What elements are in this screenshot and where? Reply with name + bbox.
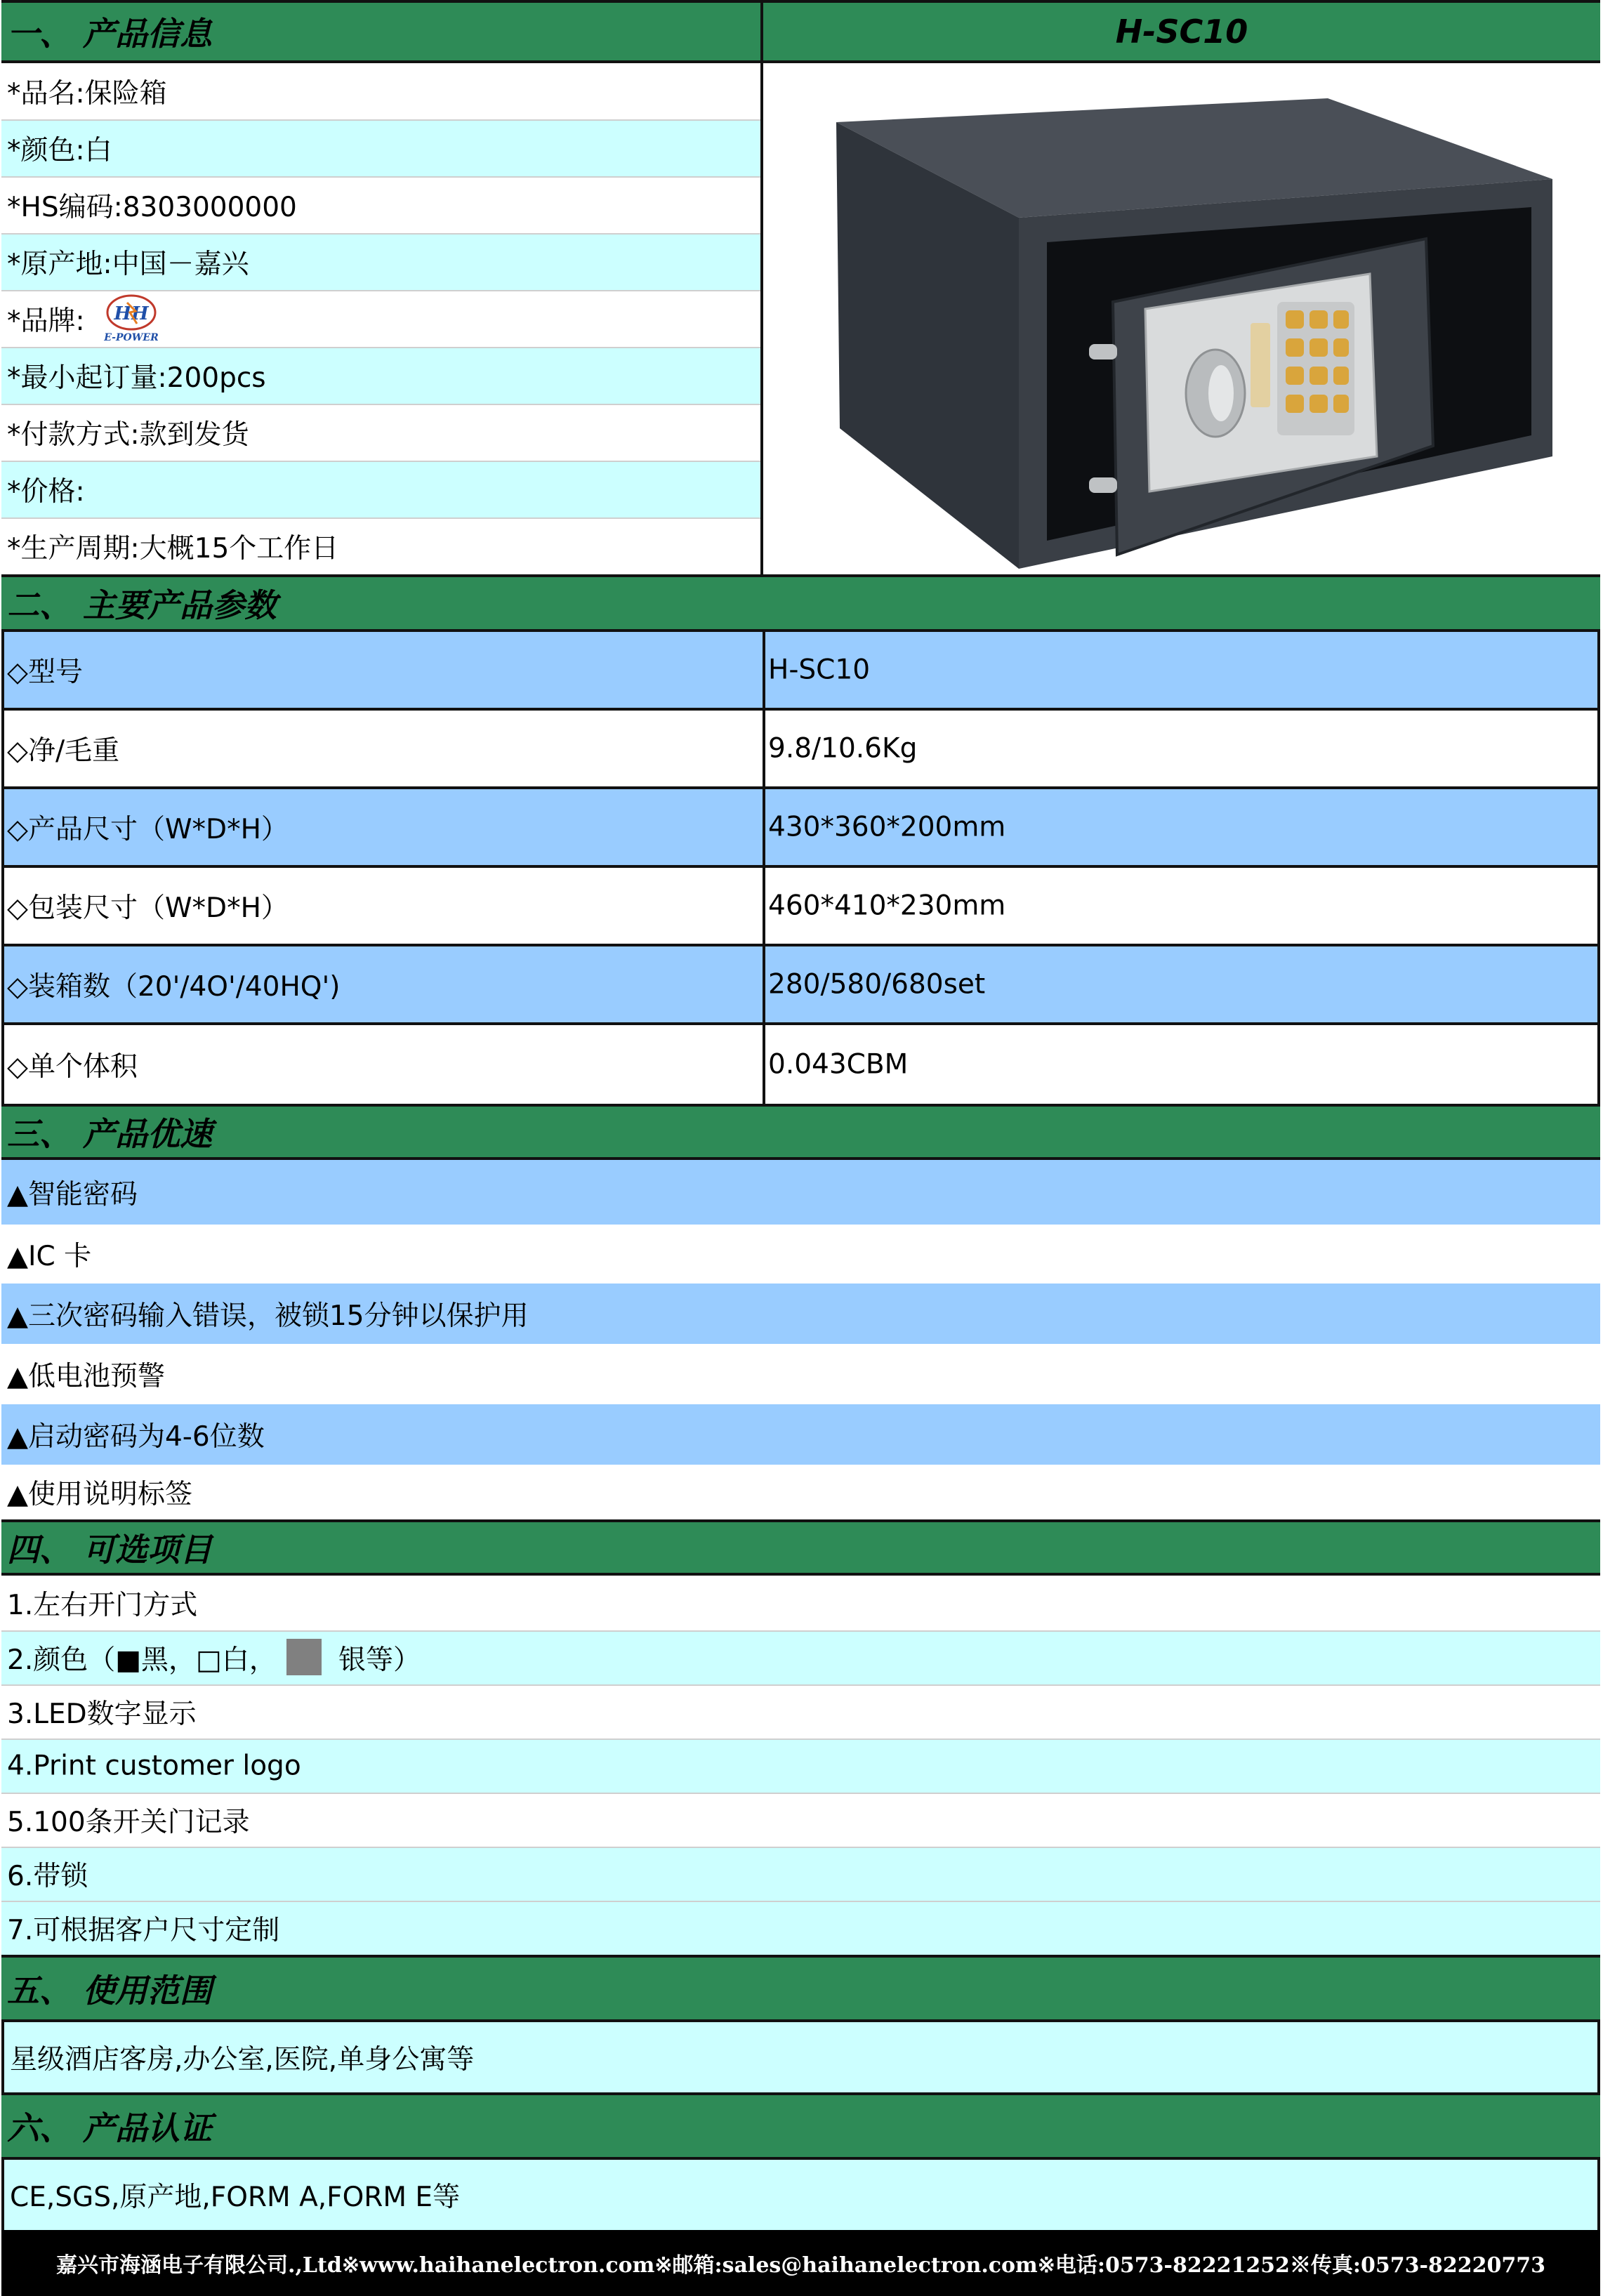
- info-row-text: *生产周期:大概15个工作日: [7, 532, 339, 565]
- footer-text: 嘉兴市海涵电子有限公司.,Ltd※www.haihanelectron.com※邮箱:sales@haihanelectron.com※电话:0573-82221252※传真:0573-82220773: [56, 2253, 1545, 2278]
- option-item: [1, 1576, 1600, 1630]
- param-row: [1, 946, 1600, 1025]
- option-item: [1, 1739, 1600, 1793]
- info-row-text: *付款方式:款到发货: [7, 418, 249, 451]
- section-header-advantages: [1, 1104, 1600, 1160]
- advantage-text: ▲智能密码: [7, 1179, 138, 1210]
- info-row: [1, 233, 763, 290]
- option-item: [1, 1847, 1600, 1901]
- scope-row: [1, 2022, 1600, 2092]
- param-label: ◇型号: [7, 657, 83, 688]
- advantage-item: [1, 1284, 1600, 1344]
- section-header-options: [1, 1519, 1600, 1576]
- footer-bar: [1, 2230, 1600, 2296]
- advantage-text: ▲低电池预警: [7, 1361, 165, 1392]
- advantage-text: ▲三次密码输入错误，被锁15分钟以保护用: [7, 1300, 529, 1332]
- option-item: [1, 1684, 1600, 1739]
- product-image: [766, 63, 1600, 574]
- model-header-cell: [760, 3, 1600, 60]
- section-title-params: 二、 主要产品参数: [7, 586, 277, 624]
- option-color-suffix: 银等）: [338, 1644, 421, 1676]
- option-text: 1.左右开门方式: [7, 1590, 198, 1621]
- param-value: 9.8/10.6Kg: [768, 732, 918, 765]
- param-row: [1, 868, 1600, 946]
- info-row: [1, 290, 763, 347]
- info-row-text: *最小起订量:200pcs: [7, 362, 266, 394]
- param-row: [1, 1025, 1600, 1104]
- option-text: 4.Print customer logo: [7, 1750, 301, 1781]
- svg-text:E-POWER: E-POWER: [104, 332, 159, 343]
- advantage-item: [1, 1344, 1600, 1404]
- param-row: [1, 789, 1600, 868]
- info-row-text: *品名:保险箱: [7, 78, 167, 110]
- safe-illustration-icon: [766, 63, 1600, 574]
- option-text: 6.带锁: [7, 1860, 88, 1892]
- option-text: 7.可根据客户尺寸定制: [7, 1914, 280, 1946]
- param-label: ◇单个体积: [7, 1051, 138, 1083]
- section-title-scope: 五、 使用范围: [7, 1972, 213, 2010]
- section-header-cert: [1, 2092, 1600, 2160]
- advantage-item: [1, 1160, 1600, 1225]
- cert-text: CE,SGS,原产地,FORM A,FORM E等: [10, 2182, 461, 2213]
- info-row-text: *原产地:中国－嘉兴: [7, 248, 249, 280]
- param-label: ◇装箱数（20'/4O'/40HQ'): [7, 971, 341, 1003]
- option-item: [1, 1793, 1600, 1847]
- scope-text: 星级酒店客房,办公室,医院,单身公寓等: [10, 2044, 475, 2076]
- option-text: 5.100条开关门记录: [7, 1806, 250, 1838]
- section-header-info: [1, 0, 1600, 63]
- info-row: [1, 176, 763, 233]
- section-header-scope: [1, 1955, 1600, 2022]
- section-header-params: [1, 574, 1600, 632]
- param-value: 430*360*200mm: [768, 811, 1006, 843]
- param-row: [1, 711, 1600, 789]
- option-item: [1, 1630, 1600, 1684]
- option-text: 2.颜色（■黑，□白，: [7, 1644, 277, 1676]
- param-value: 460*410*230mm: [768, 890, 1006, 922]
- info-row-text: *价格:: [7, 475, 85, 508]
- info-row: [1, 517, 763, 574]
- param-label: ◇产品尺寸（W*D*H）: [7, 814, 289, 845]
- option-text: 3.LED数字显示: [7, 1698, 197, 1730]
- param-value: 0.043CBM: [768, 1048, 909, 1081]
- info-row: [1, 63, 763, 119]
- silver-swatch: [286, 1639, 322, 1675]
- info-row-text: *品牌:: [7, 305, 85, 337]
- advantage-item: [1, 1404, 1600, 1465]
- spec-sheet: [1, 0, 1600, 2296]
- option-item: [1, 1901, 1600, 1955]
- param-label: ◇净/毛重: [7, 735, 120, 767]
- info-row-text: *HS编码:8303000000: [7, 191, 297, 223]
- param-label: ◇包装尺寸（W*D*H）: [7, 892, 289, 924]
- advantage-text: ▲IC 卡: [7, 1241, 92, 1272]
- advantage-text: ▲使用说明标签: [7, 1479, 192, 1510]
- section-title-options: 四、 可选项目: [7, 1531, 213, 1569]
- param-value: H-SC10: [768, 654, 871, 686]
- cert-row: [1, 2160, 1600, 2230]
- svg-text:HH: HH: [114, 303, 149, 324]
- brand-logo: [96, 293, 166, 343]
- info-row: [1, 461, 763, 517]
- advantage-text: ▲启动密码为4-6位数: [7, 1421, 265, 1453]
- info-row: [1, 404, 763, 461]
- info-row-text: *颜色:白: [7, 134, 112, 166]
- advantage-item: [1, 1225, 1600, 1284]
- info-row: [1, 119, 763, 176]
- model-header: H-SC10: [1115, 13, 1248, 51]
- brand-logo-graphic: [96, 293, 166, 343]
- section-title-advantages: 三、 产品优速: [7, 1115, 213, 1153]
- info-row: [1, 347, 763, 404]
- param-row: [1, 632, 1600, 711]
- param-value: 280/580/680set: [768, 968, 986, 1001]
- section-title-info: 一、 产品信息: [7, 15, 213, 53]
- section-title-cert: 六、 产品认证: [7, 2109, 213, 2147]
- advantage-item: [1, 1465, 1600, 1519]
